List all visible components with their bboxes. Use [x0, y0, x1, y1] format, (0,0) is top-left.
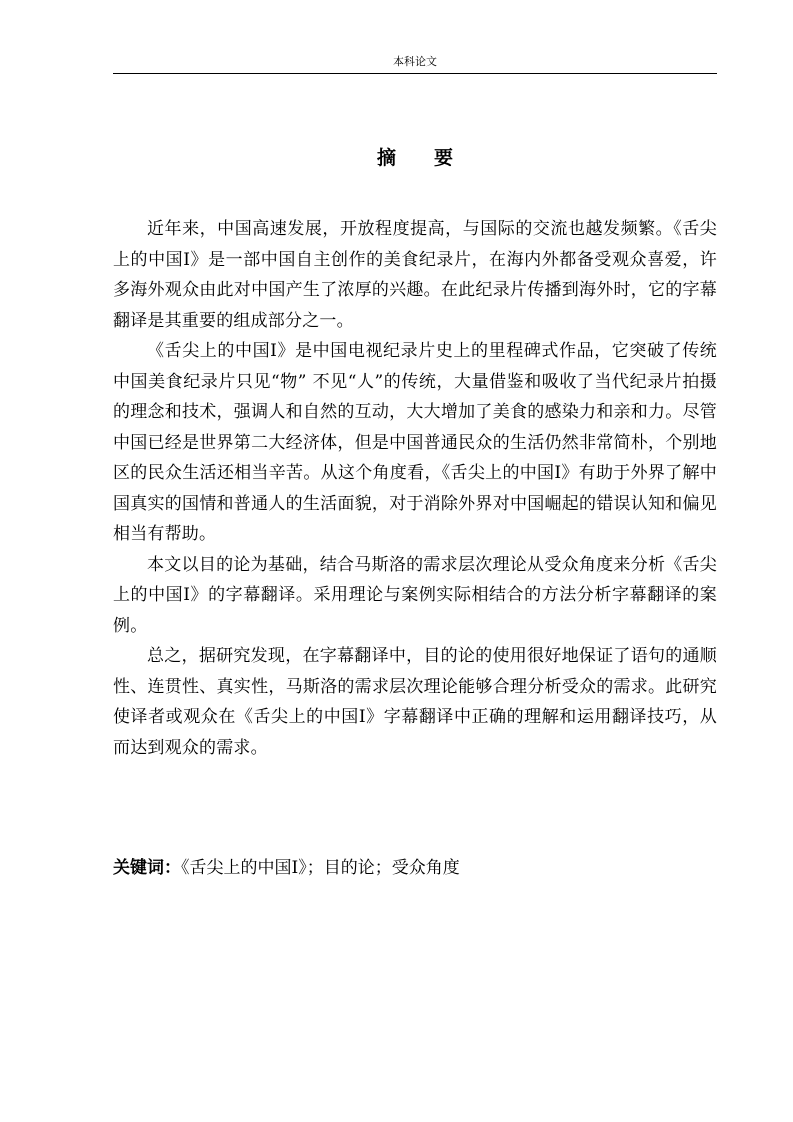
keywords-label: 关键词：: [113, 858, 181, 878]
abstract-title: 摘要: [376, 147, 491, 169]
abstract-paragraph: 总之，据研究发现，在字幕翻译中，目的论的使用很好地保证了语句的通顺性、连贯性、真实性，马斯洛的需求层次理论能够合理分析受众的需求。此研究使译者或观众在《舌尖上的中国Ⅰ》字幕翻译中正确的理解和运用翻译技巧，从而达到观众的需求。: [113, 646, 717, 758]
abstract-body: [113, 214, 717, 763]
running-header: 本科论文: [393, 55, 437, 68]
keywords-text: 《舌尖上的中国Ⅰ》；目的论；受众角度: [181, 858, 460, 878]
header-rule: [113, 73, 717, 74]
abstract-paragraph: 本文以目的论为基础，结合马斯洛的需求层次理论从受众角度来分析《舌尖上的中国Ⅰ》的字幕翻译。采用理论与案例实际相结合的方法分析字幕翻译的案例。: [113, 554, 717, 636]
abstract-paragraph: 近年来，中国高速发展，开放程度提高，与国际的交流也越发频繁。《舌尖上的中国Ⅰ》是一部中国自主创作的美食纪录片，在海内外都备受观众喜爱，许多海外观众由此对中国产生了浓厚的兴趣。在此纪录片传播到海外时，它的字幕翻译是其重要的组成部分之一。: [113, 219, 717, 331]
keywords-line: [113, 855, 717, 881]
abstract-paragraph: 《舌尖上的中国Ⅰ》是中国电视纪录片史上的里程碑式作品，它突破了传统中国美食纪录片只见“物” 不见“人”的传统，大量借鉴和吸收了当代纪录片拍摄的理念和技术，强调人和自然的互动，大大增加了美食的感染力和亲和力。尽管中国已经是世界第二大经济体，但是中国普通民众的生活仍然非常简朴，个别地区的民众生活还相当辛苦。从这个角度看，《舌尖上的中国Ⅰ》有助于外界了解中国真实的国情和普通人的生活面貌，对于消除外界对中国崛起的错误认知和偏见相当有帮助。: [113, 341, 717, 544]
